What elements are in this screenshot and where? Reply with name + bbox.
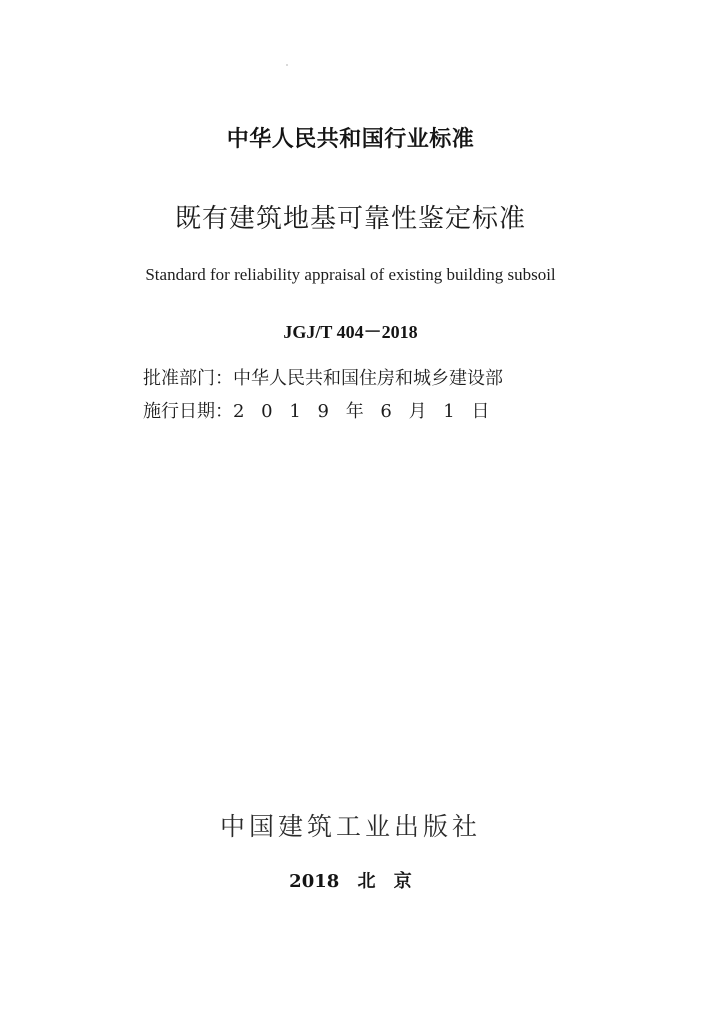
industry-standard-heading: 中华人民共和国行业标准 bbox=[226, 127, 475, 152]
effective-date-row bbox=[143, 402, 490, 423]
approver-label: 批准部门： bbox=[143, 368, 233, 389]
publisher-name: 中国建筑工业出版社 bbox=[219, 812, 481, 841]
approver-row bbox=[143, 369, 503, 390]
approver-value: 中华人民共和国住房和城乡建设部 bbox=[233, 368, 503, 389]
standard-code: JGJ/T 404－2018 bbox=[283, 322, 418, 342]
effective-date-value: 2 0 1 9 年 6 月 1 日 bbox=[233, 401, 490, 422]
scan-speck bbox=[286, 64, 288, 66]
effective-date-label: 施行日期： bbox=[143, 401, 233, 422]
standard-title-english: Standard for reliability appraisal of existing building subsoil bbox=[145, 265, 556, 284]
standard-title-chinese: 既有建筑地基可靠性鉴定标准 bbox=[174, 204, 526, 234]
publication-imprint: 2018 北 京 bbox=[289, 871, 412, 892]
